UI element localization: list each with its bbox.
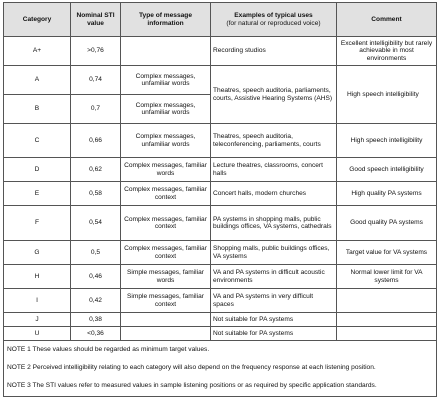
cell-comment: Normal lower limit for VA systems xyxy=(337,265,437,289)
cell-sti: 0,62 xyxy=(71,158,121,182)
table-row xyxy=(4,182,437,206)
cell-category: C xyxy=(4,124,71,158)
cell-examples: VA and PA systems in very difficult spaces xyxy=(211,289,337,313)
header-examples-subtitle: (for natural or reproduced voice) xyxy=(226,19,321,27)
cell-examples: Lecture theatres, classrooms, concert halls xyxy=(211,158,337,182)
cell-comment: Good speech intelligibility xyxy=(337,158,437,182)
cell-sti: 0,42 xyxy=(71,289,121,313)
table-row xyxy=(4,206,437,241)
cell-comment: Target value for VA systems xyxy=(337,241,437,265)
sti-category-table xyxy=(3,2,437,397)
cell-category: B xyxy=(4,95,71,124)
table-row xyxy=(4,313,437,327)
note-3: NOTE 3 The STI values refer to measured values in sample listening positions or as required by specific application standards. xyxy=(4,377,437,397)
cell-comment: High speech intelligibility xyxy=(337,124,437,158)
table-row xyxy=(4,158,437,182)
cell-comment xyxy=(337,327,437,341)
cell-comment xyxy=(337,289,437,313)
cell-category: D xyxy=(4,158,71,182)
cell-examples: Theatres, speech auditoria, teleconferencing, parliaments, courts xyxy=(211,124,337,158)
note-row xyxy=(4,359,437,377)
cell-examples: Not suitable for PA systems xyxy=(211,327,337,341)
cell-sti: 0,58 xyxy=(71,182,121,206)
note-row xyxy=(4,377,437,397)
cell-sti: 0,46 xyxy=(71,265,121,289)
cell-sti: 0,74 xyxy=(71,66,121,95)
header-examples xyxy=(211,3,337,37)
cell-comment: High speech intelligibility xyxy=(337,66,437,124)
cell-examples: Theatres, speech auditoria, parliaments, courts, Assistive Hearing Systems (AHS) xyxy=(211,66,337,124)
table-row xyxy=(4,66,437,95)
header-sti: Nominal STI value xyxy=(71,3,121,37)
cell-comment: Excellent intelligibility but rarely achievable in most environments xyxy=(337,37,437,66)
cell-type xyxy=(121,313,211,327)
cell-category: J xyxy=(4,313,71,327)
cell-sti: 0,66 xyxy=(71,124,121,158)
header-category: Category xyxy=(4,3,71,37)
cell-comment xyxy=(337,313,437,327)
table-row xyxy=(4,124,437,158)
header-comment: Comment xyxy=(337,3,437,37)
header-type: Type of message information xyxy=(121,3,211,37)
table-row xyxy=(4,37,437,66)
cell-type: Complex messages, unfamiliar words xyxy=(121,95,211,124)
cell-examples: Not suitable for PA systems xyxy=(211,313,337,327)
cell-type: Complex messages, familiar context xyxy=(121,182,211,206)
cell-sti: >0,76 xyxy=(71,37,121,66)
table-row xyxy=(4,265,437,289)
table-row xyxy=(4,289,437,313)
cell-sti: 0,54 xyxy=(71,206,121,241)
cell-type: Complex messages, familiar words xyxy=(121,158,211,182)
cell-type xyxy=(121,37,211,66)
cell-comment: High quality PA systems xyxy=(337,182,437,206)
cell-sti: <0,36 xyxy=(71,327,121,341)
cell-category: E xyxy=(4,182,71,206)
cell-examples: PA systems in shopping malls, public buildings offices, VA systems, cathedrals xyxy=(211,206,337,241)
cell-category: U xyxy=(4,327,71,341)
cell-type: Complex messages, unfamiliar words xyxy=(121,66,211,95)
cell-sti: 0,7 xyxy=(71,95,121,124)
table-header-row xyxy=(4,3,437,37)
cell-type: Complex messages, unfamiliar words xyxy=(121,124,211,158)
table-row xyxy=(4,327,437,341)
cell-category: G xyxy=(4,241,71,265)
cell-type: Simple messages, familiar context xyxy=(121,289,211,313)
cell-type: Complex messages, familiar context xyxy=(121,241,211,265)
cell-comment: Good quality PA systems xyxy=(337,206,437,241)
cell-type: Complex messages, familiar context xyxy=(121,206,211,241)
cell-sti: 0,38 xyxy=(71,313,121,327)
cell-category: H xyxy=(4,265,71,289)
note-row xyxy=(4,341,437,360)
table-row xyxy=(4,241,437,265)
cell-type xyxy=(121,327,211,341)
note-1: NOTE 1 These values should be regarded as minimum target values. xyxy=(4,341,437,360)
note-2: NOTE 2 Perceived intelligibility relating to each category will also depend on the frequency response at each listening position. xyxy=(4,359,437,377)
cell-examples: Concert halls, modern churches xyxy=(211,182,337,206)
cell-sti: 0,5 xyxy=(71,241,121,265)
cell-examples: VA and PA systems in difficult acoustic environments xyxy=(211,265,337,289)
cell-category: F xyxy=(4,206,71,241)
header-examples-title: Examples of typical uses xyxy=(234,12,313,20)
cell-category: I xyxy=(4,289,71,313)
cell-examples: Recording studios xyxy=(211,37,337,66)
cell-examples: Shopping malls, public buildings offices, VA systems xyxy=(211,241,337,265)
cell-type: Simple messages, familiar words xyxy=(121,265,211,289)
cell-category: A xyxy=(4,66,71,95)
cell-category: A+ xyxy=(4,37,71,66)
